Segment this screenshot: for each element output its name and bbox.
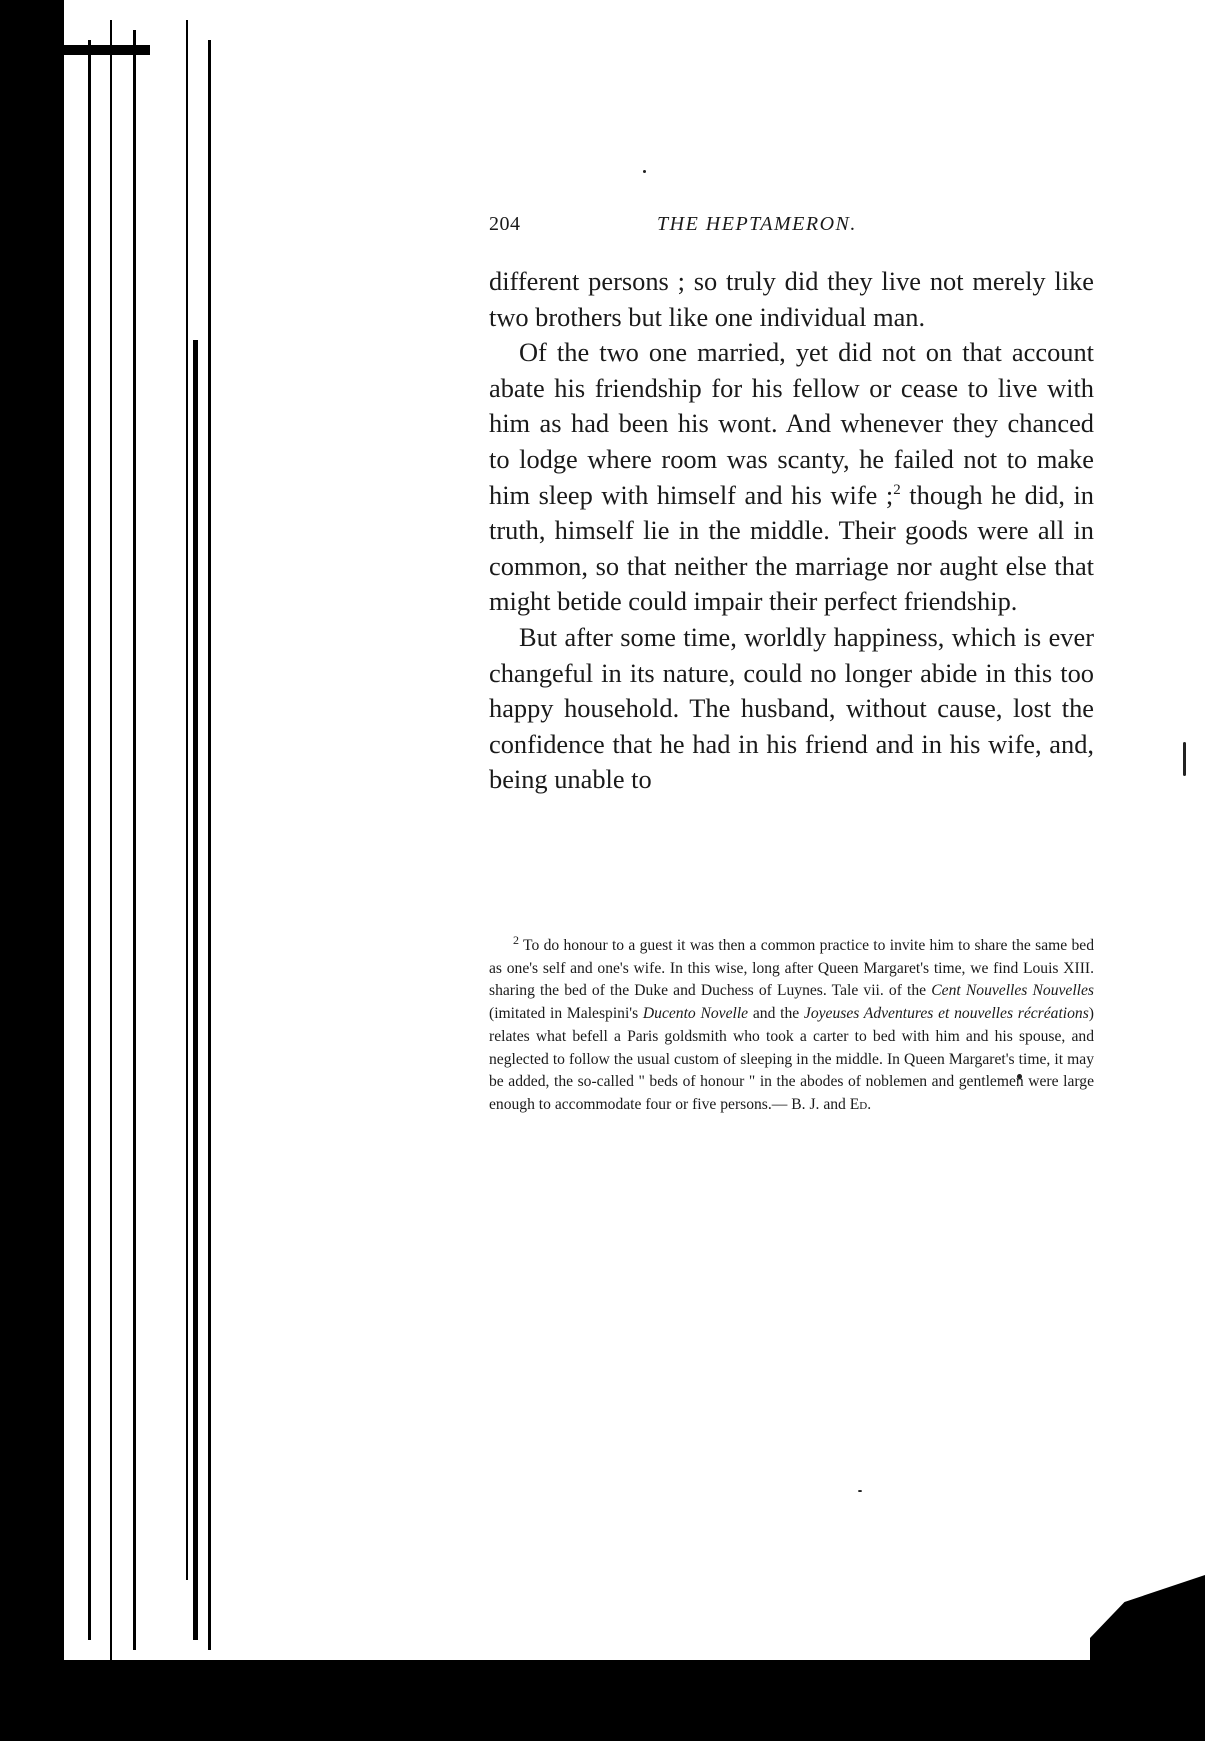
binding-rule-1 [88,40,91,1640]
bottom-shadow [0,1660,1205,1741]
binding-rule-2 [110,20,112,1660]
binding-rule-6 [208,40,211,1650]
footnote-marker: 2 [513,932,519,947]
paragraph-3: But after some time, worldly happiness, which is ever changeful in its nature, could no longer abide in this too happy household. The husband, without cause, lost the confidence that he had in his friend and in his wife, and, being unable to [489,621,1094,795]
binding-highlight [64,60,82,1580]
footnote-italic-2: Ducento Novelle [642,1005,749,1023]
binding-gap [70,1540,82,1600]
footnote-editor-abbrev: Ed. [849,1095,872,1113]
running-head [489,213,1094,245]
paragraph-2-text-a: Of the two one married, yet did not on that account abate his friendship for his fellow or cease to live with him as had been his wont. And whenever they chanced to lodge where room was scanty, he failed not to make him sleep with himself and his wife ; [489,337,1094,510]
footnote-text-4: ) relates what befell a Paris goldsmith who took a carter to bed with him and his spouse, and neglected to follow the usual custom of sleeping in the middle. In Queen Margaret's time, it may be added, the so-called " beds of honour " in the abodes of noblemen and gentlemen were large enough to accommodate four or five persons.— B. J. and [489,1005,1094,1113]
binding-shadow [0,0,64,1741]
footnote-text-1: To do honour to a guest it was then a common practice to invite him to share the same bed as one's self and one's wife. In this wise, long after Queen Margaret's time, we find Louis XIII. sharing the bed of the Duke and Duchess of Luynes. Tale vii. of the [489,937,1094,1000]
speck [1183,742,1186,776]
footnote-italic-3: Joyeuses Adventures et nouvelles récréations [803,1005,1089,1023]
speck [858,1490,862,1492]
binding-rule-5 [193,340,198,1640]
page-number: 204 [489,213,521,235]
paragraph-1: different persons ; so truly did they live not merely like two brothers but like one individual man. [489,266,1094,332]
binding-rule-3 [133,30,136,1650]
binding-rule-7 [60,45,150,55]
body-text [489,264,1094,798]
footnote-italic-1: Cent Nouvelles Nouvelles [931,982,1094,1000]
binding-rule-4 [186,20,188,1580]
footnote [489,932,1094,1117]
paragraph-2-text-b: though he did, in truth, himself lie in the middle. Their goods were all in common, so that neither the marriage nor aught else that might betide could impair their perfect friendship. [489,479,1094,617]
paragraph-2 [489,335,1094,620]
corner-shadow [1090,1575,1205,1665]
footnote-text-2: (imitated in Malespini's [489,1005,643,1023]
speck [643,170,646,173]
footnote-reference: 2 [893,481,901,498]
footnote-paragraph [489,932,1094,1117]
book-title: THE HEPTAMERON. [657,213,857,235]
footnote-text-3: and the [748,1005,804,1023]
